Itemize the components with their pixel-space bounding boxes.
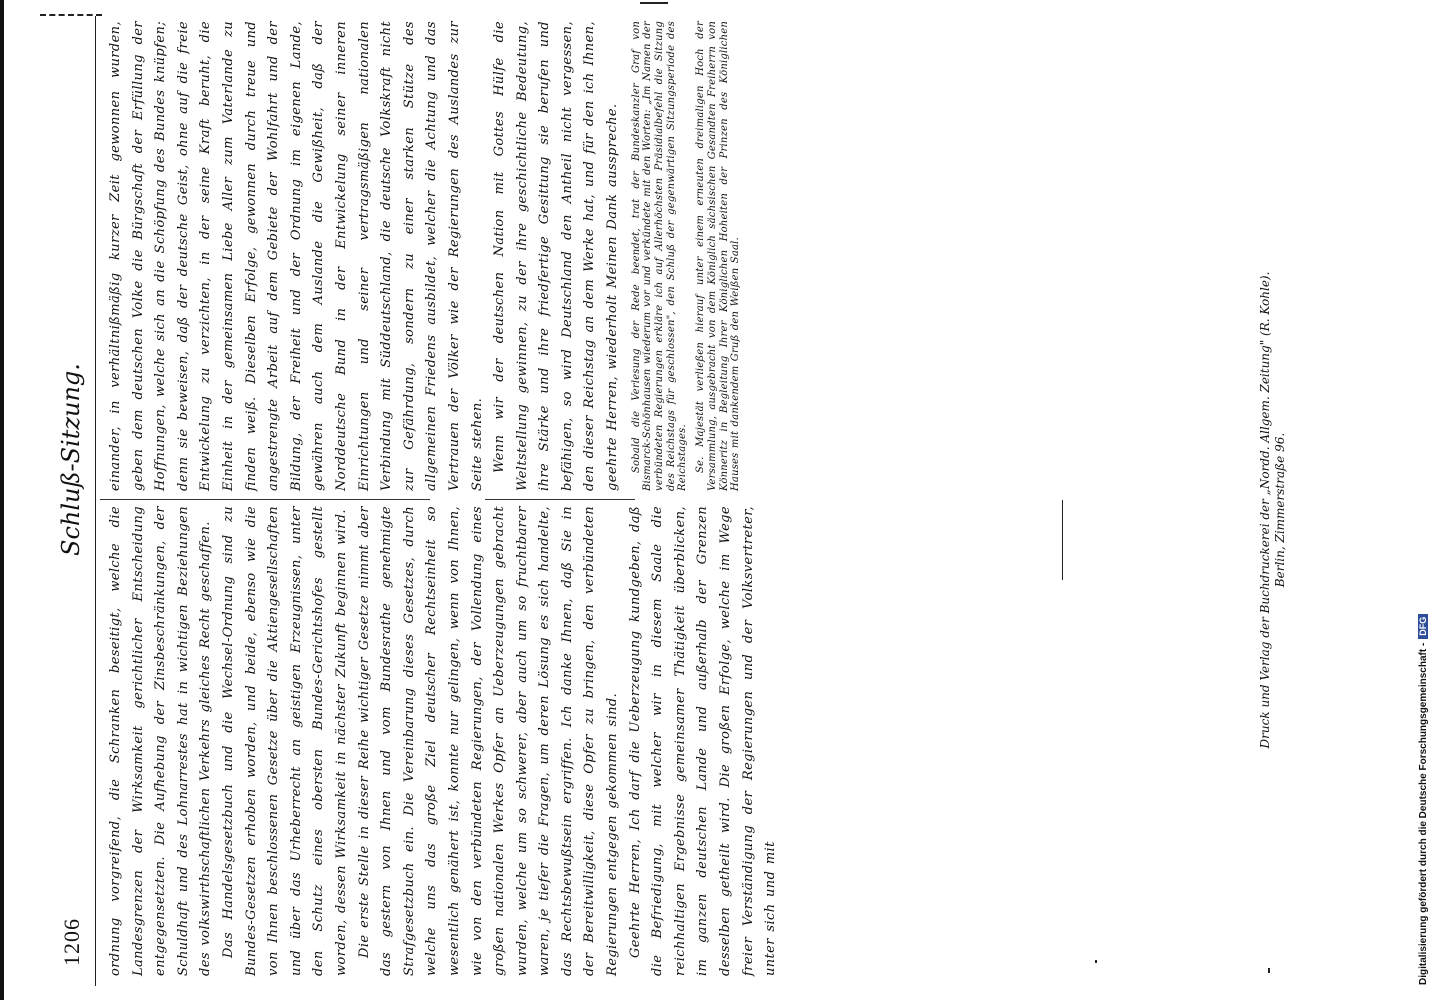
- imprint-line: Berlin, Zimmerstraße 96.: [1273, 432, 1287, 588]
- paragraph: Die erste Stelle in dieser Reihe wichtiger Gesetze nimmt aber das gestern von Ihnen und vom Bundesrathe genehmigte Strafgesetzbuch ein. Die Vereinbarung dieses Gesetzes, durch welche uns das große Ziel deutscher Rechtseinheit so wesentlich genähert ist, konnte nur gelingen, wenn von Ihnen, wie von den verbündeten Regierungen, der Vollendung eines großen nationalen Werkes Opfer an Ueberzeugungen gebracht wurden, welche um so schwerer, aber auch um so fruchtbarer waren, je tiefer die Fragen, um deren Lösung es sich handelte, das Rechtsbewußtsein ergriffen. Ich danke Ihnen, daß Sie in der Bereitwilligkeit, diese Opfer zu bringen, den verbündeten Regierungen entgegen gekommen sind.: [356, 506, 621, 976]
- page-title: Schluß-Sitzung.: [57, 363, 85, 556]
- paragraph: Se. Majestät verließen hierauf unter einem erneuten dreimaligen Hoch der Versammlung, ausgebracht von dem Königlich sächsischen Gesandten Freiherrn von Könneritz in Begleitung Ihrer Königlichen Hoheiten der Prinzen des Königlichen Hauses mit dankendem Gruß den Weißen Saal.: [695, 21, 742, 491]
- paragraph: ordnung vorgreifend, die Schranken beseitigt, welche die Landesgrenzen der Wirksamkeit gerichtlicher Entscheidung entgegensetzten. Die Aufhebung der Zinsbeschränkungen, der Schuldhaft und des Lohnarrestes hat in wichtigen Beziehungen des volkswirthschaftlichen Verkehrs gleiches Recht geschaffen.: [108, 506, 214, 976]
- paragraph: Geehrte Herren, Ich darf die Ueberzeugung kundgeben, daß die Befriedigung, mit welcher wir in diesem Saale die reichhaltigen Ergebnisse gemeinsamer Thätigkeit überblicken, im ganzen deutschen Lande und außerhalb der Grenzen desselben getheilt wird. Die großen Erfolge, welche im Wege freier Verständigung der Regierungen und der Volksvertreter, unter sich und mit: [627, 506, 779, 976]
- dfg-logo: DFG: [1418, 614, 1428, 639]
- scan-mark: [640, 2, 668, 4]
- rotated-page: [55, 16, 945, 986]
- digitization-credit: [1418, 614, 1429, 985]
- credit-text: Digitalisierung gefördert durch die Deutsche Forschungsgemeinschaft -: [1418, 642, 1429, 985]
- paragraph: Sobald die Verlesung der Rede beendet, trat der Bundeskanzler Graf von Bismarck-Schönhausen wiederum vor und verkündete mit den Worten: „Im Namen der verbündeten Regierungen erkläre ich auf Allerhöchsten Präsidialbefehl die Sitzung des Reichstags für geschlossen", den Schluß der gegenwärtigen Sitzungsperiode des Reichstages.: [630, 21, 689, 491]
- paragraph: Das Handelsgesetzbuch und die Wechsel-Ordnung sind zu Bundes-Gesetzen erhoben worden, und beide, ebenso wie die von Ihnen beschlossenen Gesetze über die Aktiengesellschaften und über das Urheberrecht an geistigen Erzeugnissen, unter den Schutz eines obersten Bundes-Gerichtshofes gestellt worden, dessen Wirksamkeit in nächster Zukunft beginnen wird.: [220, 506, 349, 976]
- closing-rule: [1062, 500, 1063, 580]
- imprint-line: Druck und Verlag der Buchdruckerei der „Nordd. Allgem. Zeitung" (R. Kohle).: [1258, 271, 1272, 749]
- page-number: 1206: [59, 918, 84, 966]
- left-column: [105, 506, 783, 976]
- paragraph: einander, in verhältnißmäßig kurzer Zeit gewonnen wurden, geben dem deutschen Volke die Bürgschaft der Erfüllung der Hoffnungen, welche sich an die Schöpfung des Bundes knüpfen; denn sie beweisen, daß der deutsche Geist, ohne auf die freie Entwickelung zu verzichten, in der seine Kraft beruht, die Einheit in der gemeinsamen Liebe Aller zum Vaterlande zu finden weiß. Dieselben Erfolge, gewonnen durch treue und angestrengte Arbeit auf dem Gebiete der Wohlfahrt und der Bildung, der Freiheit und der Ordnung im eigenen Lande, gewähren auch dem Auslande die Gewißheit, daß der Norddeutsche Bund in der Entwickelung seiner inneren Einrichtungen und seiner vertragsmäßigen nationalen Verbindung mit Süddeutschland, die deutsche Volkskraft nicht zur Gefährdung, sondern zu einer starken Stütze des allgemeinen Friedens ausbildet, welcher die Achtung und das Vertrauen der Völker wie der Regierungen des Auslandes zur Seite stehen.: [108, 21, 485, 491]
- scan-edge: [0, 0, 4, 1000]
- scan-speck: [1268, 968, 1270, 973]
- closing-notes: [631, 21, 742, 491]
- scan-speck: [1095, 960, 1097, 963]
- imprint-block: [1258, 45, 1288, 975]
- paragraph: Wenn wir der deutschen Nation mit Gottes Hülfe die Weltstellung gewinnen, zu der ihre geschichtliche Bedeutung, ihre Stärke und ihre friedfertige Gesittung sie berufen und befähigen, so wird Deutschland den Antheil nicht vergessen, den dieser Reichstag an dem Werke hat, und für den ich Ihnen, geehrte Herren, wiederholt Meinen Dank ausspreche.: [492, 21, 621, 491]
- column-divider: [100, 499, 430, 500]
- page-header: [55, 16, 96, 986]
- right-column: [105, 21, 742, 491]
- column-divider: [485, 499, 635, 500]
